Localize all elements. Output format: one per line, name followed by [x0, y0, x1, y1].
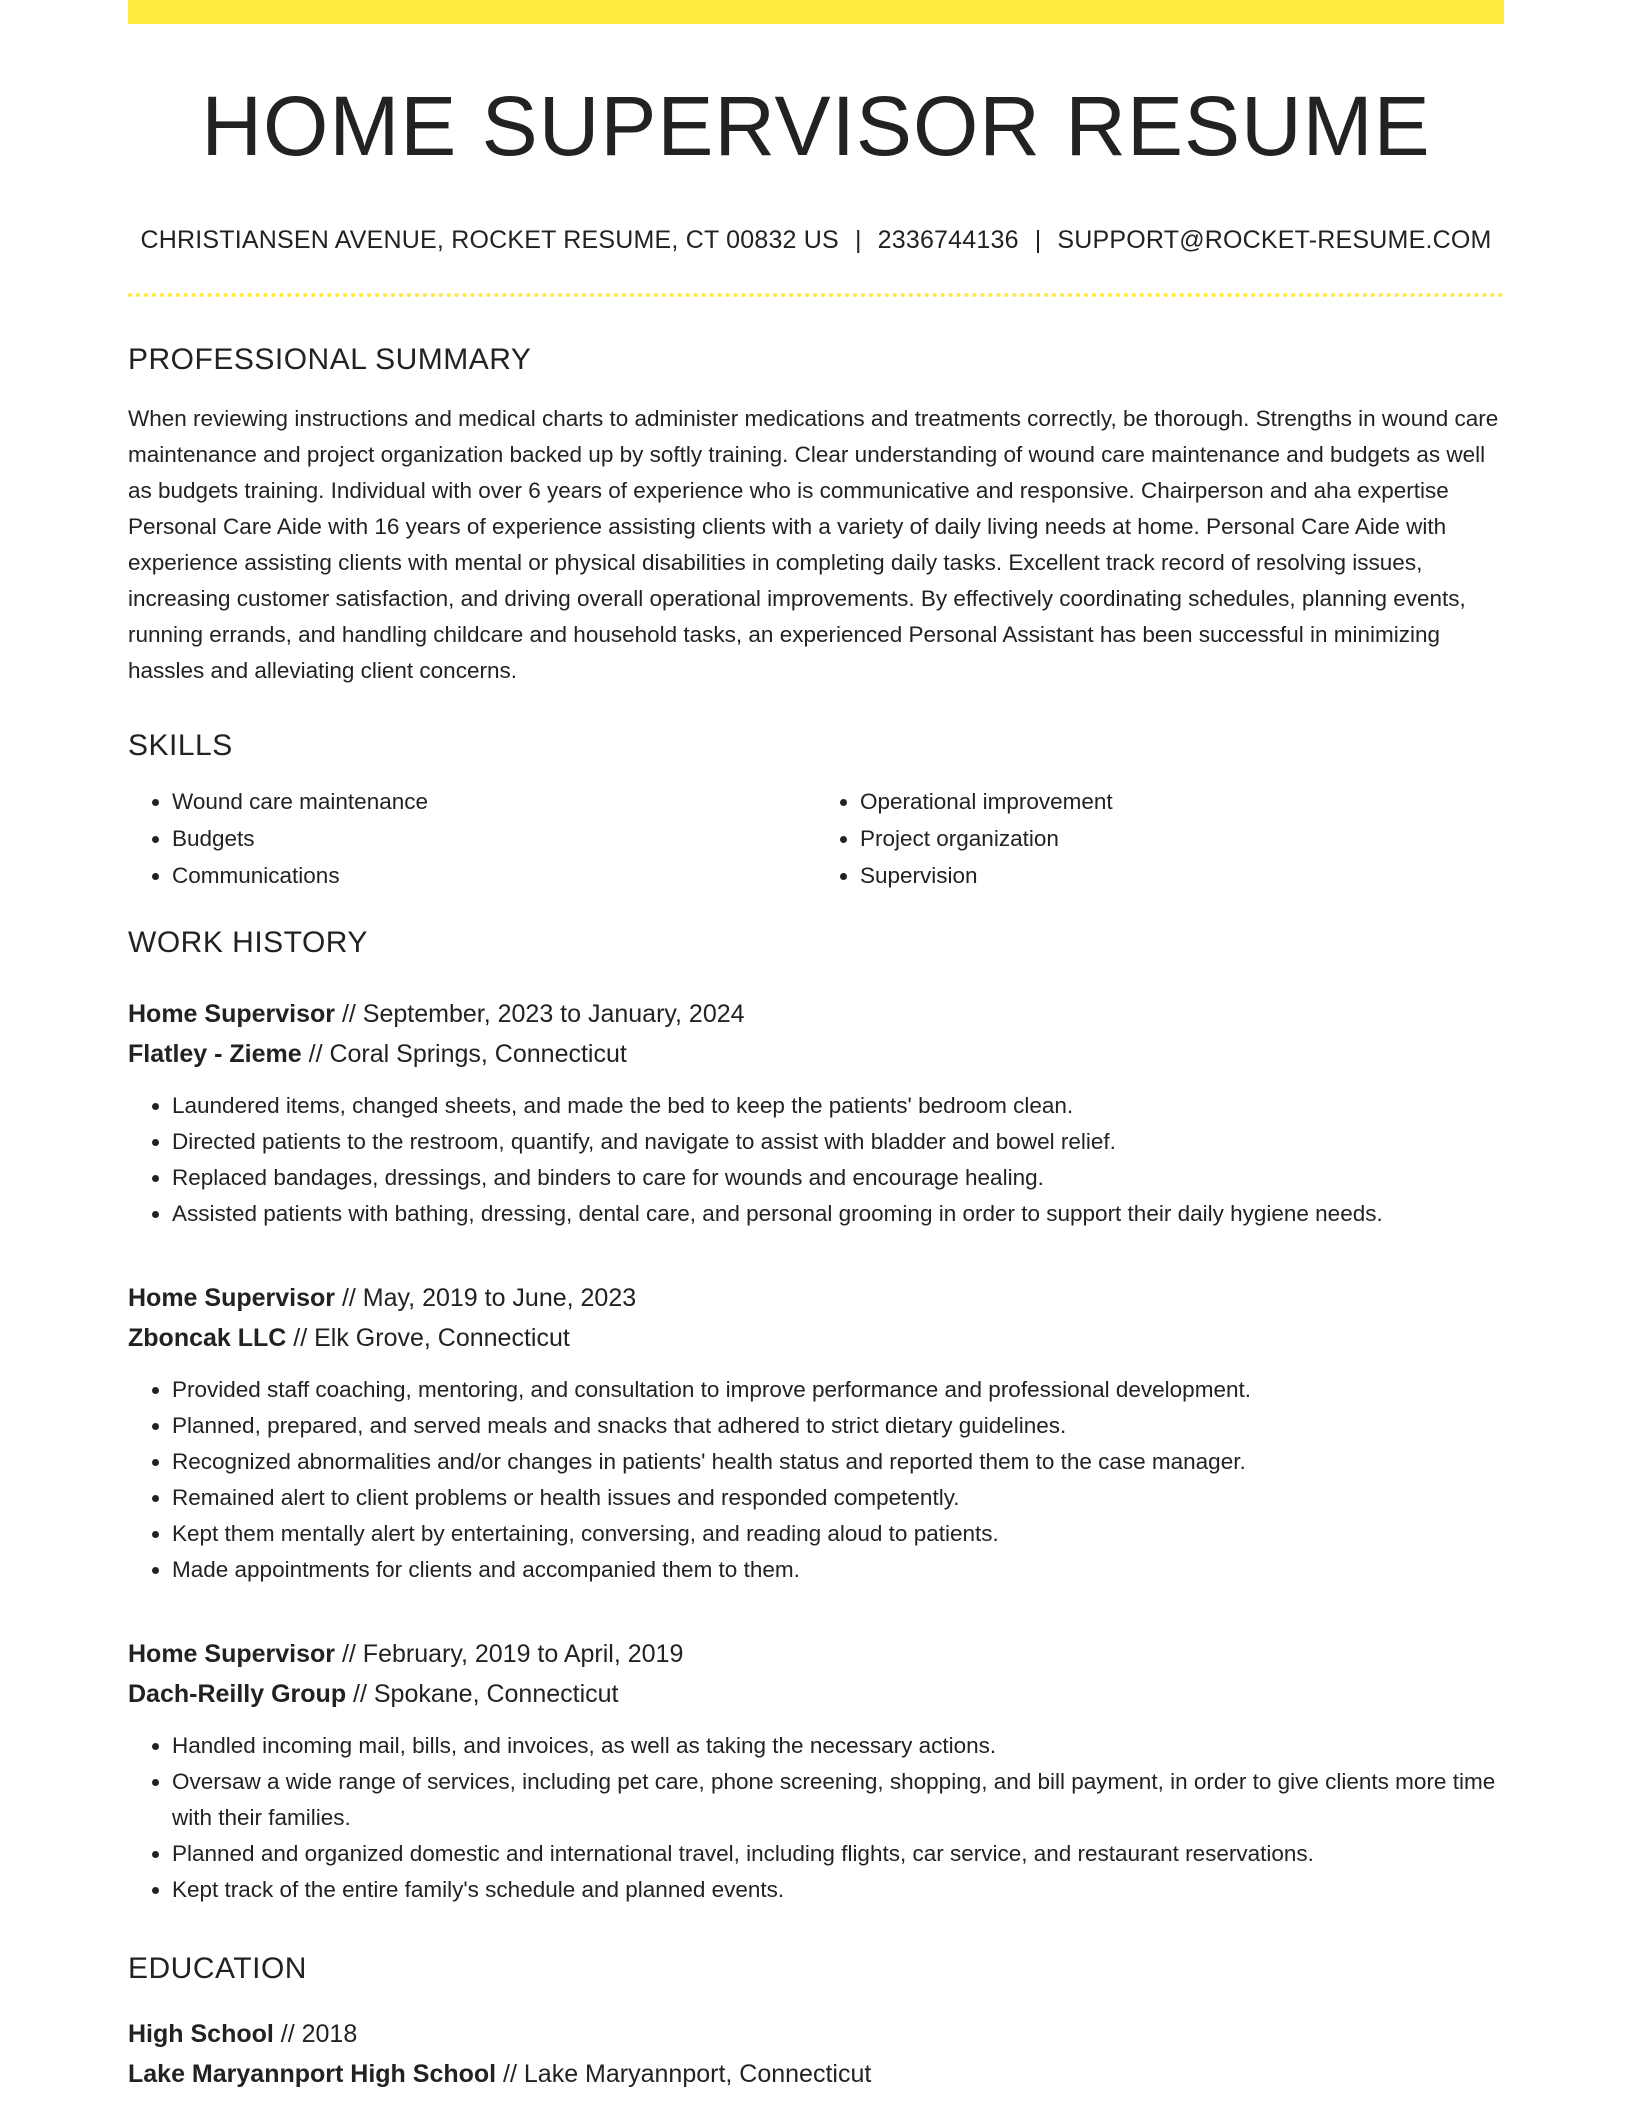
job-bullet: • Planned, prepared, and served meals and snacks that adhered to strict dietary guidelines.	[172, 1408, 1504, 1444]
job-role: Home Supervisor	[128, 1000, 336, 1028]
job-bullet: • Laundered items, changed sheets, and made the bed to keep the patients' bedroom clean.	[172, 1088, 1504, 1124]
job-company: Dach-Reilly Group	[128, 1680, 347, 1708]
job-bullet: • Kept them mentally alert by entertaining, conversing, and reading aloud to patients.	[172, 1516, 1504, 1552]
job-dates: // May, 2019 to June, 2023	[335, 1284, 637, 1312]
job-bullet: • Assisted patients with bathing, dressing, dental care, and personal grooming in order to support their daily hygiene needs.	[172, 1196, 1504, 1232]
education-year: // 2018	[273, 2020, 358, 2048]
job-bullet: • Provided staff coaching, mentoring, and consultation to improve performance and professional development.	[172, 1372, 1504, 1408]
job-entry	[128, 1278, 1504, 1588]
contact-address: CHRISTIANSEN AVENUE, ROCKET RESUME, CT 00832 US	[140, 226, 839, 254]
job-bullet: • Handled incoming mail, bills, and invoices, as well as taking the necessary actions.	[172, 1728, 1504, 1764]
job-role: Home Supervisor	[128, 1284, 336, 1312]
summary-heading: PROFESSIONAL SUMMARY	[128, 343, 532, 376]
education-degree-line	[128, 2014, 1504, 2054]
contact-separator: |	[1034, 226, 1042, 254]
job-bullets	[128, 1088, 1504, 1232]
accent-bar	[128, 0, 1504, 24]
job-dates: // September, 2023 to January, 2024	[335, 1000, 745, 1028]
job-bullet: • Replaced bandages, dressings, and binders to care for wounds and encourage healing.	[172, 1160, 1504, 1196]
job-entry	[128, 1634, 1504, 1908]
job-entry	[128, 994, 1504, 1232]
job-bullet: • Planned and organized domestic and international travel, including flights, car service, and restaurant reservations.	[172, 1836, 1504, 1872]
education-entry	[128, 2014, 1504, 2094]
job-company-line	[128, 1034, 1504, 1074]
skill-item: • Wound care maintenance	[172, 783, 816, 820]
skill-item: • Supervision	[860, 857, 1504, 894]
job-bullet: • Recognized abnormalities and/or changes in patients' health status and reported them to the case manager.	[172, 1444, 1504, 1480]
job-location: // Coral Springs, Connecticut	[301, 1040, 627, 1068]
education-heading: EDUCATION	[128, 1952, 307, 1985]
dotted-divider	[128, 293, 1504, 297]
skills-column-right	[816, 783, 1504, 894]
skill-item: • Communications	[172, 857, 816, 894]
job-bullet: • Oversaw a wide range of services, including pet care, phone screening, shopping, and bill payment, in order to give clients more time with their families.	[172, 1764, 1504, 1836]
job-role-line	[128, 1634, 1504, 1674]
skills-list	[128, 783, 1504, 894]
contact-line	[128, 226, 1504, 255]
skill-item: • Operational improvement	[860, 783, 1504, 820]
job-company-line	[128, 1318, 1504, 1358]
resume-page	[128, 0, 1504, 2094]
job-company-line	[128, 1674, 1504, 1714]
job-bullets	[128, 1372, 1504, 1588]
skill-item: • Project organization	[860, 820, 1504, 857]
job-bullet: • Directed patients to the restroom, quantify, and navigate to assist with bladder and bowel relief.	[172, 1124, 1504, 1160]
job-role-line	[128, 994, 1504, 1034]
skill-item: • Budgets	[172, 820, 816, 857]
education-school-line	[128, 2054, 1504, 2094]
resume-title: HOME SUPERVISOR RESUME	[201, 79, 1431, 173]
skills-column-left	[128, 783, 816, 894]
contact-email: SUPPORT@ROCKET-RESUME.COM	[1057, 226, 1492, 254]
skills-heading: SKILLS	[128, 729, 233, 762]
work-history-heading: WORK HISTORY	[128, 926, 368, 959]
education-school: Lake Maryannport High School	[128, 2060, 497, 2088]
job-bullet: • Remained alert to client problems or health issues and responded competently.	[172, 1480, 1504, 1516]
job-location: // Spokane, Connecticut	[346, 1680, 619, 1708]
education-degree: High School	[128, 2020, 274, 2048]
education-location: // Lake Maryannport, Connecticut	[496, 2060, 872, 2088]
contact-phone: 2336744136	[877, 226, 1019, 254]
job-bullet: • Made appointments for clients and accompanied them to them.	[172, 1552, 1504, 1588]
job-bullet: • Kept track of the entire family's schedule and planned events.	[172, 1872, 1504, 1908]
job-company: Flatley - Zieme	[128, 1040, 302, 1068]
job-location: // Elk Grove, Connecticut	[286, 1324, 570, 1352]
job-role: Home Supervisor	[128, 1640, 336, 1668]
job-bullets	[128, 1728, 1504, 1908]
summary-text: When reviewing instructions and medical charts to administer medications and treatments correctly, be thorough. Strengths in wound care maintenance and project organization backed up by softly training. Clear understanding of wound care maintenance and budgets as well as budgets training. Individual with over 6 years of experience who is communicative and responsive. Chairperson and aha expertise Personal Care Aide with 16 years of experience assisting clients with a variety of daily living needs at home. Personal Care Aide with experience assisting clients with mental or physical disabilities in completing daily tasks. Excellent track record of resolving issues, increasing customer satisfaction, and driving overall operational improvements. By effectively coordinating schedules, planning events, running errands, and handling childcare and household tasks, an experienced Personal Assistant has been successful in minimizing hassles and alleviating client concerns.	[128, 406, 1499, 683]
job-role-line	[128, 1278, 1504, 1318]
job-dates: // February, 2019 to April, 2019	[335, 1640, 684, 1668]
job-company: Zboncak LLC	[128, 1324, 287, 1352]
contact-separator: |	[854, 226, 862, 254]
